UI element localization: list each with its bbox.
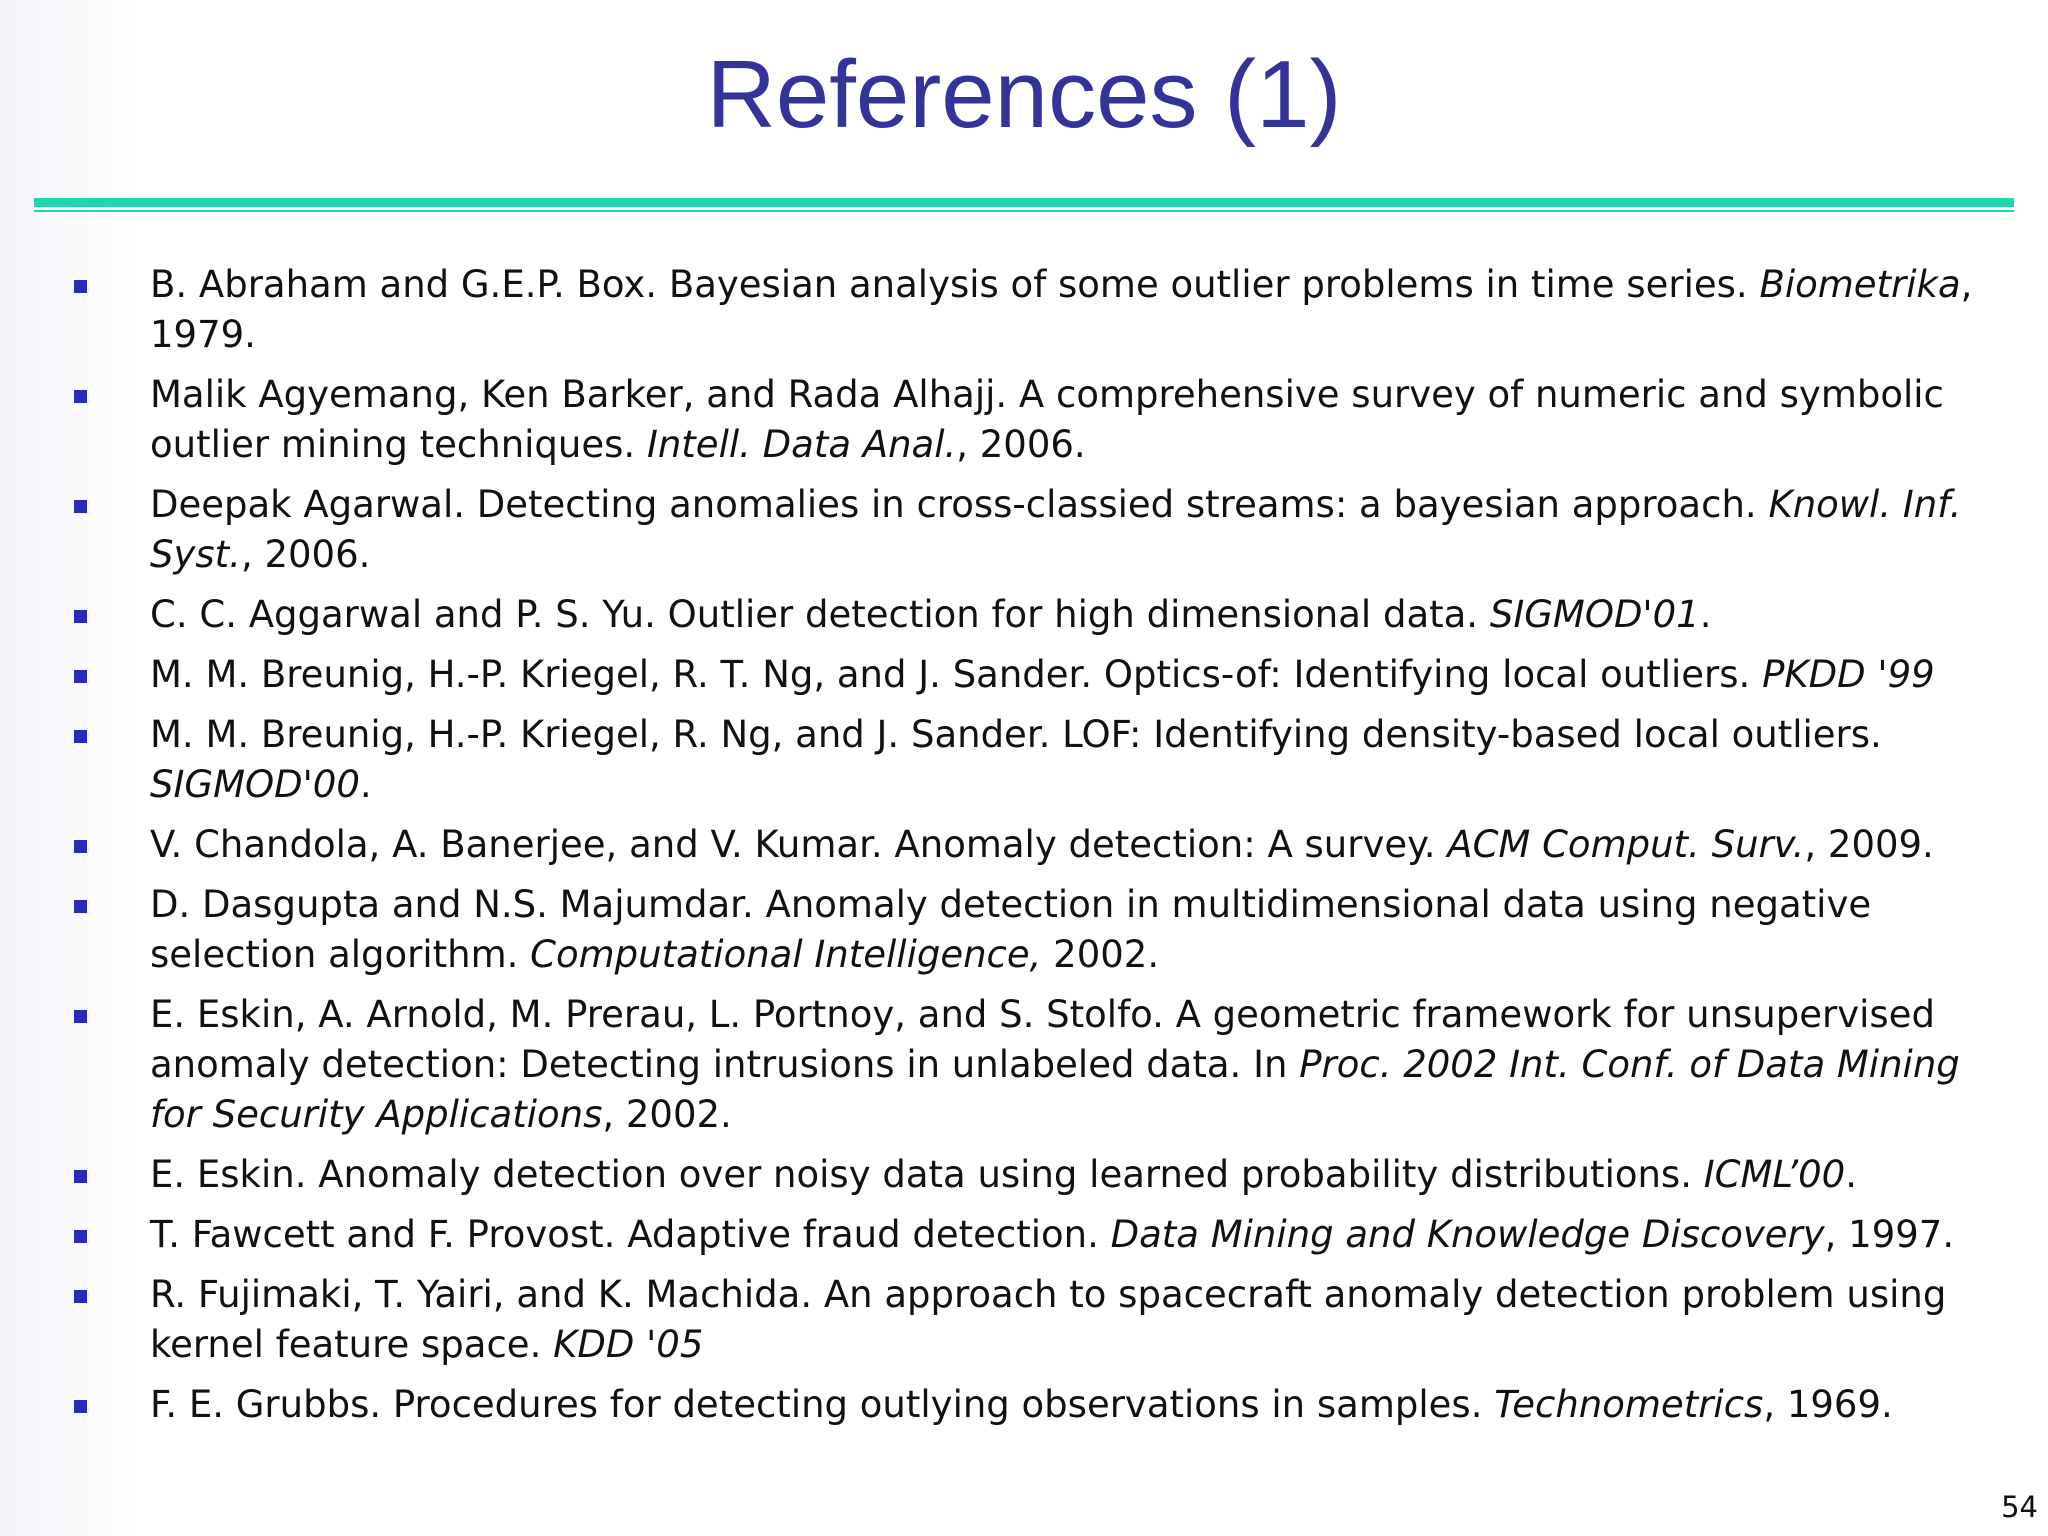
square-bullet-icon: [74, 500, 87, 513]
slide-title: References (1): [706, 41, 1342, 148]
reference-venue: SIGMOD'01: [1489, 593, 1700, 636]
reference-item: [0, 590, 2048, 640]
title-divider-thick: [34, 198, 2014, 207]
square-bullet-icon: [74, 840, 87, 853]
reference-text: B. Abraham and G.E.P. Box. Bayesian analysis of some outlier problems in time series.: [150, 263, 1760, 306]
reference-venue: Intell. Data Anal.: [646, 423, 957, 466]
reference-item: [0, 1380, 2048, 1430]
square-bullet-icon: [74, 610, 87, 623]
reference-year: , 2006.: [956, 423, 1086, 466]
reference-text: M. M. Breunig, H.-P. Kriegel, R. T. Ng, and J. Sander. Optics-of: Identifying local outliers.: [150, 653, 1763, 696]
reference-venue: Data Mining and Knowledge Discovery: [1110, 1213, 1825, 1256]
reference-text: R. Fujimaki, T. Yairi, and K. Machida. An approach to spacecraft anomaly detection problem using kernel feature space.: [150, 1273, 1947, 1366]
reference-venue: KDD '05: [553, 1323, 704, 1366]
reference-item: [0, 990, 2048, 1140]
reference-text: E. Eskin. Anomaly detection over noisy data using learned probability distributions.: [150, 1153, 1704, 1196]
reference-venue: PKDD '99: [1762, 653, 1935, 696]
reference-text: Malik Agyemang, Ken Barker, and Rada Alhajj. A comprehensive survey of numeric and symbolic outlier mining techniques.: [150, 373, 1944, 466]
reference-venue: Biometrika: [1759, 263, 1961, 306]
title-divider-thin: [34, 210, 2014, 212]
square-bullet-icon: [74, 390, 87, 403]
reference-text: F. E. Grubbs. Procedures for detecting outlying observations in samples.: [150, 1383, 1495, 1426]
reference-venue: ICML’00: [1703, 1153, 1846, 1196]
square-bullet-icon: [74, 1010, 87, 1023]
reference-venue: Technometrics: [1494, 1383, 1764, 1426]
square-bullet-icon: [74, 670, 87, 683]
reference-venue: ACM Comput. Surv.: [1447, 823, 1805, 866]
reference-text: D. Dasgupta and N.S. Majumdar. Anomaly detection in multidimensional data using negative selection algorithm.: [150, 883, 1872, 976]
reference-text: Deepak Agarwal. Detecting anomalies in cross-classied streams: a bayesian approach.: [150, 483, 1769, 526]
reference-item: [0, 480, 2048, 580]
reference-list: [0, 260, 2048, 1440]
reference-year: , 1997.: [1824, 1213, 1955, 1256]
square-bullet-icon: [74, 900, 87, 913]
reference-year: .: [1699, 593, 1712, 636]
reference-venue: Proc. 2002 Int. Conf. of Data Mining for Security Applications: [150, 1043, 1960, 1136]
reference-year: .: [359, 763, 372, 806]
square-bullet-icon: [74, 1230, 87, 1243]
reference-year: , 2006.: [240, 533, 371, 576]
reference-year: , 2009.: [1804, 823, 1934, 866]
reference-item: [0, 820, 2048, 870]
square-bullet-icon: [74, 1290, 87, 1303]
reference-item: [0, 650, 2048, 700]
reference-year: .: [1845, 1153, 1857, 1196]
reference-year: , 2002.: [602, 1093, 732, 1136]
reference-text: E. Eskin, A. Arnold, M. Prerau, L. Portnoy, and S. Stolfo. A geometric framework for unsupervised anomaly detection: Detecting intrusions in unlabeled data. In: [150, 993, 1935, 1086]
reference-text: T. Fawcett and F. Provost. Adaptive fraud detection.: [150, 1213, 1111, 1256]
page-number: 54: [2001, 1490, 2038, 1524]
reference-text: M. M. Breunig, H.-P. Kriegel, R. Ng, and J. Sander. LOF: Identifying density-based local outliers.: [150, 713, 1882, 756]
reference-year: 2002.: [1041, 933, 1160, 976]
reference-year: , 1979.: [150, 263, 1973, 356]
reference-item: [0, 710, 2048, 810]
reference-venue: Computational Intelligence,: [530, 933, 1042, 976]
reference-item: [0, 260, 2048, 360]
reference-year: , 1969.: [1763, 1383, 1893, 1426]
reference-item: [0, 1150, 2048, 1200]
reference-venue: SIGMOD'00: [150, 763, 360, 806]
reference-item: [0, 370, 2048, 470]
reference-item: [0, 880, 2048, 980]
reference-text: C. C. Aggarwal and P. S. Yu. Outlier detection for high dimensional data.: [150, 593, 1490, 636]
reference-text: V. Chandola, A. Banerjee, and V. Kumar. Anomaly detection: A survey.: [150, 823, 1448, 866]
square-bullet-icon: [74, 280, 87, 293]
reference-item: [0, 1270, 2048, 1370]
square-bullet-icon: [74, 1400, 87, 1413]
reference-venue: Knowl. Inf. Syst.: [150, 483, 1962, 576]
square-bullet-icon: [74, 730, 87, 743]
reference-item: [0, 1210, 2048, 1260]
square-bullet-icon: [74, 1170, 87, 1183]
